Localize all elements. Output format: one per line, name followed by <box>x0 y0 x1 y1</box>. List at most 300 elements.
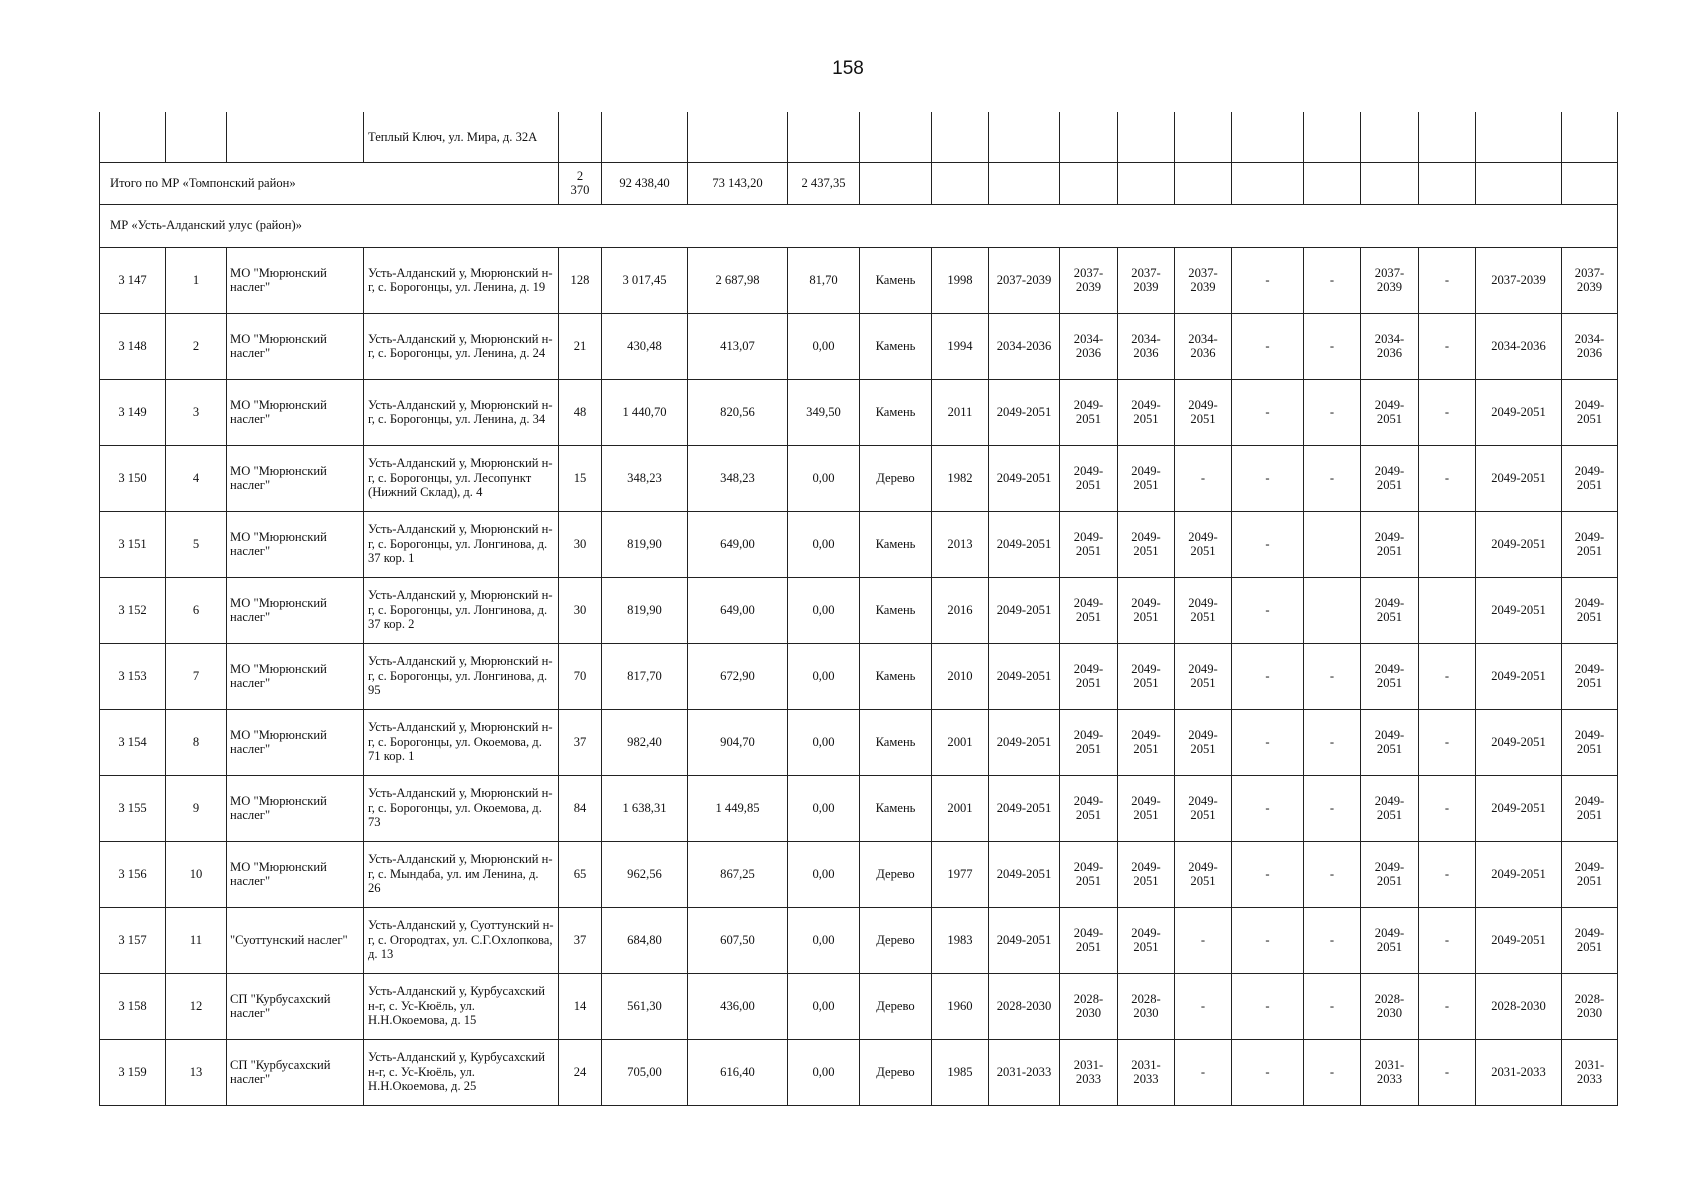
wall-material-cell: Дерево <box>860 907 932 973</box>
period-cell: 2049-2051 <box>1118 709 1175 775</box>
area-living-cell: 820,56 <box>688 379 788 445</box>
period-cell: - <box>1232 973 1304 1039</box>
municipality-cell: МО "Мюрюнский наслег" <box>227 511 364 577</box>
build-year-cell: 2011 <box>932 379 989 445</box>
period-cell: - <box>1232 841 1304 907</box>
period-cell: 2049-2051 <box>1562 907 1618 973</box>
period-cell: - <box>1232 247 1304 313</box>
build-year-cell: 2013 <box>932 511 989 577</box>
row-number-cell: 9 <box>166 775 227 841</box>
period-cell: - <box>1175 973 1232 1039</box>
area-other-cell: 0,00 <box>788 511 860 577</box>
wall-material-cell: Дерево <box>860 1039 932 1105</box>
period-cell: 2049-2051 <box>989 511 1060 577</box>
period-cell: - <box>1232 445 1304 511</box>
municipality-cell: СП "Курбусахский наслег" <box>227 1039 364 1105</box>
area-other-cell: 0,00 <box>788 1039 860 1105</box>
period-cell: 2049-2051 <box>1175 511 1232 577</box>
period-cell: 2034-2036 <box>1361 313 1419 379</box>
table-cell <box>1562 112 1618 162</box>
table-row <box>100 511 1618 577</box>
table-cell <box>1175 162 1232 204</box>
period-cell: 2049-2051 <box>1562 643 1618 709</box>
area-other-cell: 0,00 <box>788 643 860 709</box>
period-cell: 2049-2051 <box>1175 643 1232 709</box>
residents-cell: 15 <box>559 445 602 511</box>
registry-number-cell: 3 158 <box>100 973 166 1039</box>
period-cell: 2049-2051 <box>1060 577 1118 643</box>
period-cell: 2049-2051 <box>989 775 1060 841</box>
period-cell: - <box>1304 907 1361 973</box>
municipality-cell: МО "Мюрюнский наслег" <box>227 709 364 775</box>
period-cell: 2049-2051 <box>1562 775 1618 841</box>
period-cell: 2037-2039 <box>989 247 1060 313</box>
area-other-cell: 0,00 <box>788 577 860 643</box>
period-cell: 2049-2051 <box>1361 709 1419 775</box>
address-cell: Усть-Алданский у, Курбусахский н-г, с. Ус-Кюёль, ул. Н.Н.Окоемова, д. 25 <box>364 1039 559 1105</box>
period-cell: 2049-2051 <box>989 907 1060 973</box>
build-year-cell: 2016 <box>932 577 989 643</box>
period-cell: 2049-2051 <box>1361 907 1419 973</box>
table-cell <box>166 112 227 162</box>
build-year-cell: 2010 <box>932 643 989 709</box>
address-cell: Усть-Алданский у, Мюрюнский н-г, с. Борогонцы, ул. Окоемова, д. 71 кор. 1 <box>364 709 559 775</box>
area-living-cell: 607,50 <box>688 907 788 973</box>
period-cell: 2037-2039 <box>1361 247 1419 313</box>
period-cell: 2049-2051 <box>1562 379 1618 445</box>
table-row <box>100 445 1618 511</box>
municipality-cell: МО "Мюрюнский наслег" <box>227 841 364 907</box>
residents-cell: 24 <box>559 1039 602 1105</box>
period-cell: - <box>1304 973 1361 1039</box>
period-cell: 2049-2051 <box>1175 379 1232 445</box>
period-cell: 2049-2051 <box>1060 511 1118 577</box>
table-cell <box>989 162 1060 204</box>
wall-material-cell: Камень <box>860 247 932 313</box>
area-living-cell: 867,25 <box>688 841 788 907</box>
period-cell: 2037-2039 <box>1118 247 1175 313</box>
registry-number-cell: 3 150 <box>100 445 166 511</box>
area-living-cell: 413,07 <box>688 313 788 379</box>
period-cell: 2037-2039 <box>1175 247 1232 313</box>
residents-cell: 128 <box>559 247 602 313</box>
area-total-cell: 684,80 <box>602 907 688 973</box>
table-row <box>100 643 1618 709</box>
total-area-living: 73 143,20 <box>688 162 788 204</box>
period-cell: 2028-2030 <box>1562 973 1618 1039</box>
row-number-cell: 10 <box>166 841 227 907</box>
table-cell <box>1232 162 1304 204</box>
area-total-cell: 430,48 <box>602 313 688 379</box>
period-cell: 2049-2051 <box>1476 907 1562 973</box>
table-cell <box>1419 112 1476 162</box>
wall-material-cell: Камень <box>860 313 932 379</box>
build-year-cell: 1985 <box>932 1039 989 1105</box>
table-cell <box>1476 162 1562 204</box>
row-number-cell: 11 <box>166 907 227 973</box>
table-cell <box>100 112 166 162</box>
period-cell: - <box>1304 379 1361 445</box>
period-cell: 2034-2036 <box>1476 313 1562 379</box>
total-count-line1: 2 <box>576 168 584 183</box>
period-cell: - <box>1232 643 1304 709</box>
registry-number-cell: 3 148 <box>100 313 166 379</box>
period-cell: 2049-2051 <box>1175 775 1232 841</box>
period-cell: 2049-2051 <box>1118 775 1175 841</box>
total-row <box>100 162 1618 204</box>
period-cell: - <box>1232 1039 1304 1105</box>
address-cell: Усть-Алданский у, Мюрюнский н-г, с. Борогонцы, ул. Ленина, д. 34 <box>364 379 559 445</box>
period-cell: 2034-2036 <box>1118 313 1175 379</box>
period-cell: 2049-2051 <box>1175 709 1232 775</box>
address-cell: Усть-Алданский у, Курбусахский н-г, с. Ус-Кюёль, ул. Н.Н.Окоемова, д. 15 <box>364 973 559 1039</box>
period-cell: 2028-2030 <box>1060 973 1118 1039</box>
period-cell: 2049-2051 <box>989 577 1060 643</box>
address-cell: Усть-Алданский у, Мюрюнский н-г, с. Борогонцы, ул. Ленина, д. 19 <box>364 247 559 313</box>
table-cell <box>227 112 364 162</box>
total-count-line2: 370 <box>570 183 590 197</box>
table-cell <box>1419 162 1476 204</box>
period-cell: 2034-2036 <box>989 313 1060 379</box>
period-cell: 2031-2033 <box>989 1039 1060 1105</box>
period-cell: - <box>1419 775 1476 841</box>
registry-number-cell: 3 155 <box>100 775 166 841</box>
period-cell: 2049-2051 <box>1476 577 1562 643</box>
area-total-cell: 817,70 <box>602 643 688 709</box>
table-cell <box>1118 162 1175 204</box>
period-cell: 2049-2051 <box>1175 577 1232 643</box>
area-total-cell: 962,56 <box>602 841 688 907</box>
period-cell: - <box>1304 445 1361 511</box>
period-cell: - <box>1419 247 1476 313</box>
period-cell: 2031-2033 <box>1060 1039 1118 1105</box>
residents-cell: 30 <box>559 511 602 577</box>
residents-cell: 48 <box>559 379 602 445</box>
period-cell: 2049-2051 <box>1562 445 1618 511</box>
period-cell: - <box>1419 973 1476 1039</box>
area-living-cell: 436,00 <box>688 973 788 1039</box>
period-cell: 2049-2051 <box>1476 379 1562 445</box>
wall-material-cell: Дерево <box>860 841 932 907</box>
table-cell <box>1361 162 1419 204</box>
period-cell: 2049-2051 <box>1060 907 1118 973</box>
period-cell: - <box>1419 643 1476 709</box>
address-cell: Усть-Алданский у, Мюрюнский н-г, с. Борогонцы, ул. Лонгинова, д. 95 <box>364 643 559 709</box>
period-cell: 2049-2051 <box>1118 577 1175 643</box>
area-other-cell: 349,50 <box>788 379 860 445</box>
row-number-cell: 4 <box>166 445 227 511</box>
period-cell: 2034-2036 <box>1060 313 1118 379</box>
period-cell: 2049-2051 <box>1060 379 1118 445</box>
table-row <box>100 379 1618 445</box>
period-cell: 2049-2051 <box>1476 643 1562 709</box>
period-cell: 2049-2051 <box>1476 841 1562 907</box>
period-cell: 2034-2036 <box>1175 313 1232 379</box>
table-row <box>100 775 1618 841</box>
build-year-cell: 2001 <box>932 709 989 775</box>
wall-material-cell: Камень <box>860 379 932 445</box>
address-cell: Усть-Алданский у, Мюрюнский н-г, с. Мындаба, ул. им Ленина, д. 26 <box>364 841 559 907</box>
page-number: 158 <box>832 58 864 79</box>
table-row <box>100 247 1618 313</box>
period-cell: 2049-2051 <box>1361 379 1419 445</box>
period-cell: - <box>1419 907 1476 973</box>
municipality-cell: МО "Мюрюнский наслег" <box>227 313 364 379</box>
build-year-cell: 1982 <box>932 445 989 511</box>
build-year-cell: 1998 <box>932 247 989 313</box>
total-area-other: 2 437,35 <box>788 162 860 204</box>
area-living-cell: 1 449,85 <box>688 775 788 841</box>
table-cell <box>932 162 989 204</box>
period-cell: 2049-2051 <box>1118 907 1175 973</box>
period-cell: - <box>1419 313 1476 379</box>
area-living-cell: 672,90 <box>688 643 788 709</box>
wall-material-cell: Дерево <box>860 445 932 511</box>
period-cell: 2049-2051 <box>1562 841 1618 907</box>
period-cell: - <box>1232 379 1304 445</box>
area-living-cell: 348,23 <box>688 445 788 511</box>
residents-cell: 37 <box>559 709 602 775</box>
period-cell: - <box>1419 841 1476 907</box>
table-row <box>100 973 1618 1039</box>
period-cell: - <box>1175 907 1232 973</box>
residents-cell: 84 <box>559 775 602 841</box>
period-cell: 2037-2039 <box>1060 247 1118 313</box>
period-cell: 2049-2051 <box>1118 643 1175 709</box>
area-total-cell: 705,00 <box>602 1039 688 1105</box>
period-cell <box>1419 511 1476 577</box>
total-count <box>559 162 602 204</box>
wall-material-cell: Камень <box>860 709 932 775</box>
residents-cell: 37 <box>559 907 602 973</box>
area-total-cell: 982,40 <box>602 709 688 775</box>
wall-material-cell: Камень <box>860 643 932 709</box>
table-cell <box>1232 112 1304 162</box>
period-cell: 2049-2051 <box>1476 511 1562 577</box>
period-cell: 2049-2051 <box>1361 775 1419 841</box>
period-cell: 2049-2051 <box>1476 709 1562 775</box>
municipality-cell: МО "Мюрюнский наслег" <box>227 577 364 643</box>
period-cell: 2049-2051 <box>1562 709 1618 775</box>
wall-material-cell: Камень <box>860 511 932 577</box>
section-title: МР «Усть-Алданский улус (район)» <box>100 204 1618 247</box>
area-living-cell: 2 687,98 <box>688 247 788 313</box>
area-total-cell: 819,90 <box>602 577 688 643</box>
registry-number-cell: 3 153 <box>100 643 166 709</box>
area-other-cell: 0,00 <box>788 907 860 973</box>
row-number-cell: 8 <box>166 709 227 775</box>
area-total-cell: 3 017,45 <box>602 247 688 313</box>
row-number-cell: 7 <box>166 643 227 709</box>
period-cell: 2049-2051 <box>1060 445 1118 511</box>
address-cell: Усть-Алданский у, Мюрюнский н-г, с. Борогонцы, ул. Лонгинова, д. 37 кор. 1 <box>364 511 559 577</box>
period-cell: - <box>1232 511 1304 577</box>
period-cell: 2049-2051 <box>1118 445 1175 511</box>
row-number-cell: 6 <box>166 577 227 643</box>
area-living-cell: 616,40 <box>688 1039 788 1105</box>
area-other-cell: 0,00 <box>788 313 860 379</box>
municipality-cell: МО "Мюрюнский наслег" <box>227 379 364 445</box>
period-cell: 2049-2051 <box>1118 379 1175 445</box>
period-cell: 2049-2051 <box>1175 841 1232 907</box>
table-row <box>100 577 1618 643</box>
period-cell <box>1304 511 1361 577</box>
registry-number-cell: 3 156 <box>100 841 166 907</box>
address-cell: Усть-Алданский у, Мюрюнский н-г, с. Борогонцы, ул. Ленина, д. 24 <box>364 313 559 379</box>
residents-cell: 14 <box>559 973 602 1039</box>
area-total-cell: 1 638,31 <box>602 775 688 841</box>
row-number-cell: 12 <box>166 973 227 1039</box>
period-cell: 2049-2051 <box>1361 841 1419 907</box>
area-other-cell: 81,70 <box>788 247 860 313</box>
municipality-cell: СП "Курбусахский наслег" <box>227 973 364 1039</box>
period-cell: 2049-2051 <box>1476 445 1562 511</box>
period-cell: - <box>1304 1039 1361 1105</box>
period-cell <box>1304 577 1361 643</box>
row-number-cell: 3 <box>166 379 227 445</box>
table-cell <box>1361 112 1419 162</box>
period-cell: 2028-2030 <box>1118 973 1175 1039</box>
period-cell: 2031-2033 <box>1118 1039 1175 1105</box>
period-cell: 2037-2039 <box>1476 247 1562 313</box>
area-total-cell: 819,90 <box>602 511 688 577</box>
table-cell <box>1060 112 1118 162</box>
period-cell: - <box>1419 1039 1476 1105</box>
registry-number-cell: 3 147 <box>100 247 166 313</box>
period-cell: 2049-2051 <box>1060 643 1118 709</box>
table-cell <box>559 112 602 162</box>
address-cell: Усть-Алданский у, Мюрюнский н-г, с. Борогонцы, ул. Окоемова, д. 73 <box>364 775 559 841</box>
table-cell <box>602 112 688 162</box>
table-row <box>100 841 1618 907</box>
period-cell: 2037-2039 <box>1562 247 1618 313</box>
period-cell: - <box>1304 643 1361 709</box>
period-cell: - <box>1232 577 1304 643</box>
period-cell: - <box>1304 247 1361 313</box>
table-cell <box>1060 162 1118 204</box>
residents-cell: 21 <box>559 313 602 379</box>
table-cell <box>688 112 788 162</box>
period-cell: - <box>1175 1039 1232 1105</box>
period-cell: 2034-2036 <box>1562 313 1618 379</box>
area-living-cell: 904,70 <box>688 709 788 775</box>
registry-number-cell: 3 152 <box>100 577 166 643</box>
period-cell: 2049-2051 <box>1361 643 1419 709</box>
area-total-cell: 561,30 <box>602 973 688 1039</box>
wall-material-cell: Камень <box>860 775 932 841</box>
table-cell <box>1476 112 1562 162</box>
build-year-cell: 1983 <box>932 907 989 973</box>
wall-material-cell: Дерево <box>860 973 932 1039</box>
municipality-cell: МО "Мюрюнский наслег" <box>227 643 364 709</box>
row-number-cell: 1 <box>166 247 227 313</box>
area-other-cell: 0,00 <box>788 841 860 907</box>
period-cell: 2049-2051 <box>1060 775 1118 841</box>
table-row <box>100 709 1618 775</box>
section-row <box>100 204 1618 247</box>
area-total-cell: 348,23 <box>602 445 688 511</box>
area-other-cell: 0,00 <box>788 445 860 511</box>
period-cell: 2031-2033 <box>1476 1039 1562 1105</box>
table-cell <box>788 112 860 162</box>
row-number-cell: 2 <box>166 313 227 379</box>
period-cell: 2049-2051 <box>1361 511 1419 577</box>
period-cell: - <box>1232 907 1304 973</box>
period-cell: - <box>1175 445 1232 511</box>
period-cell: - <box>1232 313 1304 379</box>
period-cell: - <box>1304 841 1361 907</box>
period-cell: - <box>1304 313 1361 379</box>
table-cell <box>932 112 989 162</box>
registry-number-cell: 3 149 <box>100 379 166 445</box>
period-cell: - <box>1419 445 1476 511</box>
period-cell: 2049-2051 <box>989 841 1060 907</box>
period-cell: 2049-2051 <box>989 643 1060 709</box>
municipality-cell: "Суоттунский наслег" <box>227 907 364 973</box>
period-cell <box>1419 577 1476 643</box>
row-number-cell: 13 <box>166 1039 227 1105</box>
build-year-cell: 1977 <box>932 841 989 907</box>
table-cell <box>1175 112 1232 162</box>
period-cell: - <box>1232 709 1304 775</box>
period-cell: 2049-2051 <box>1118 841 1175 907</box>
total-area-total: 92 438,40 <box>602 162 688 204</box>
area-other-cell: 0,00 <box>788 709 860 775</box>
period-cell: 2049-2051 <box>989 709 1060 775</box>
area-total-cell: 1 440,70 <box>602 379 688 445</box>
housing-registry-table <box>99 112 1618 1106</box>
table-cell <box>1118 112 1175 162</box>
residents-cell: 70 <box>559 643 602 709</box>
registry-number-cell: 3 157 <box>100 907 166 973</box>
address-cell: Усть-Алданский у, Мюрюнский н-г, с. Борогонцы, ул. Лесопункт (Нижний Склад), д. 4 <box>364 445 559 511</box>
period-cell: 2049-2051 <box>1118 511 1175 577</box>
period-cell: - <box>1304 775 1361 841</box>
period-cell: 2049-2051 <box>1060 841 1118 907</box>
table-cell <box>860 112 932 162</box>
period-cell: 2049-2051 <box>1562 511 1618 577</box>
period-cell: 2049-2051 <box>1476 775 1562 841</box>
total-label: Итого по МР «Томпонский район» <box>100 162 559 204</box>
period-cell: 2049-2051 <box>1361 577 1419 643</box>
municipality-cell: МО "Мюрюнский наслег" <box>227 775 364 841</box>
row-number-cell: 5 <box>166 511 227 577</box>
period-cell: 2028-2030 <box>1476 973 1562 1039</box>
residents-cell: 30 <box>559 577 602 643</box>
continued-row <box>100 112 1618 162</box>
address-cell: Усть-Алданский у, Суоттунский н-г, с. Огородтах, ул. С.Г.Охлопкова, д. 13 <box>364 907 559 973</box>
table-cell <box>1304 162 1361 204</box>
area-other-cell: 0,00 <box>788 775 860 841</box>
wall-material-cell: Камень <box>860 577 932 643</box>
period-cell: 2049-2051 <box>1060 709 1118 775</box>
period-cell: - <box>1419 709 1476 775</box>
table-cell <box>989 112 1060 162</box>
period-cell: 2049-2051 <box>1562 577 1618 643</box>
address-cell: Теплый Ключ, ул. Мира, д. 32А <box>364 112 559 162</box>
period-cell: 2028-2030 <box>989 973 1060 1039</box>
build-year-cell: 1994 <box>932 313 989 379</box>
municipality-cell: МО "Мюрюнский наслег" <box>227 445 364 511</box>
residents-cell: 65 <box>559 841 602 907</box>
period-cell: - <box>1232 775 1304 841</box>
table-row <box>100 907 1618 973</box>
registry-number-cell: 3 154 <box>100 709 166 775</box>
area-living-cell: 649,00 <box>688 511 788 577</box>
period-cell: 2049-2051 <box>989 379 1060 445</box>
period-cell: 2031-2033 <box>1562 1039 1618 1105</box>
period-cell: 2031-2033 <box>1361 1039 1419 1105</box>
